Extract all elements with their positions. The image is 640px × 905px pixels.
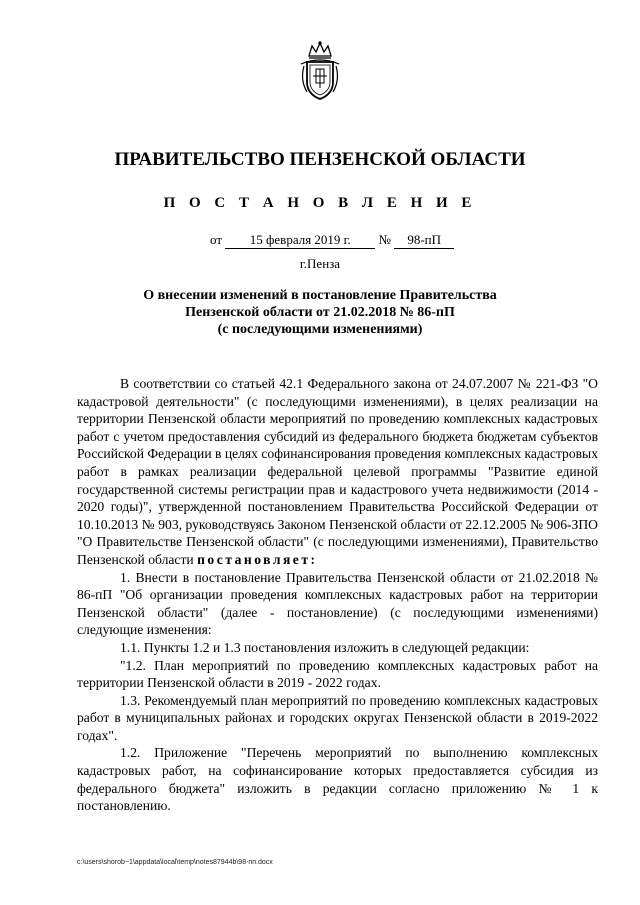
body-paragraph: 1. Внести в постановление Правительства Пензенской области от 21.02.2018 № 86-пП "Об организации проведения комплексных кадастровых работ на территории Пензенской области" (далее - постановление) (с последующими изменениями) следующие изменения: <box>77 569 598 638</box>
penza-coat-of-arms-icon <box>297 40 343 102</box>
subject-line: (с последующими изменениями) <box>217 322 423 337</box>
document-number: 98-пП <box>394 232 454 249</box>
resolution-keyword: постановляет: <box>197 551 318 567</box>
subject-line: О внесении изменений в постановление Правительства <box>143 288 497 303</box>
document-date: 15 февраля 2019 г. <box>225 232 375 249</box>
document-body <box>77 375 598 815</box>
date-prefix: от <box>210 232 223 247</box>
body-paragraph: 1.3. Рекомендуемый план мероприятий по проведению комплексных кадастровых работ в муниципальных районах и городских округах Пензенской области в 2019-2022 годах". <box>77 692 598 743</box>
organization-title: ПРАВИТЕЛЬСТВО ПЕНЗЕНСКОЙ ОБЛАСТИ <box>114 149 526 170</box>
preamble-text: В соответствии со статьей 42.1 Федерального закона от 24.07.2007 № 221-ФЗ "О кадастровой деятельности" (с последующими изменениями), в целях реализации на территории Пензенской области мероприятий по проведению комплексных кадастровых работ с учетом предоставления субсидий из федерального бюджета бюджетам субъектов Российской Федерации в целях софинансирования проведения комплексных кадастровых работ в рамках реализации федеральной целевой программы "Развитие единой государственной системы регистрации прав и кадастрового учета недвижимости (2014 - 2020 годы)", утвержденной постановлением Правительства Российской Федерации от 10.10.2013 № 903, руководствуясь Законом Пензенской области от 22.12.2005 № 906-ЗПО "О Правительстве Пензенской области" (с последующими изменениями), Правительство Пензенской области <box>77 376 598 567</box>
body-paragraph: 1.1. Пункты 1.2 и 1.3 постановления изложить в следующей редакции: <box>120 639 530 655</box>
document-type: П О С Т А Н О В Л Е Н И Е <box>163 195 477 211</box>
date-number-line <box>210 232 454 249</box>
number-prefix: № <box>378 232 391 247</box>
body-paragraph: "1.2. План мероприятий по проведению комплексных кадастровых работ на территории Пензенской области в 2019 - 2022 годах. <box>77 657 598 691</box>
city-name: г.Пенза <box>299 256 341 271</box>
body-paragraph <box>77 375 598 569</box>
subject-line: Пензенской области от 21.02.2018 № 86-пП <box>185 305 455 320</box>
body-paragraph: 1.2. Приложение "Перечень мероприятий по выполнению комплексных кадастровых работ, на софинансирование которых предоставляется субсидия из федерального бюджета" изложить в редакции согласно приложению № 1 к постановлению. <box>77 745 598 814</box>
document-subject <box>120 287 520 338</box>
file-path-footer: c:\users\shorob~1\appdata\local\temp\notes87944b\98-пп.docx <box>77 859 273 866</box>
